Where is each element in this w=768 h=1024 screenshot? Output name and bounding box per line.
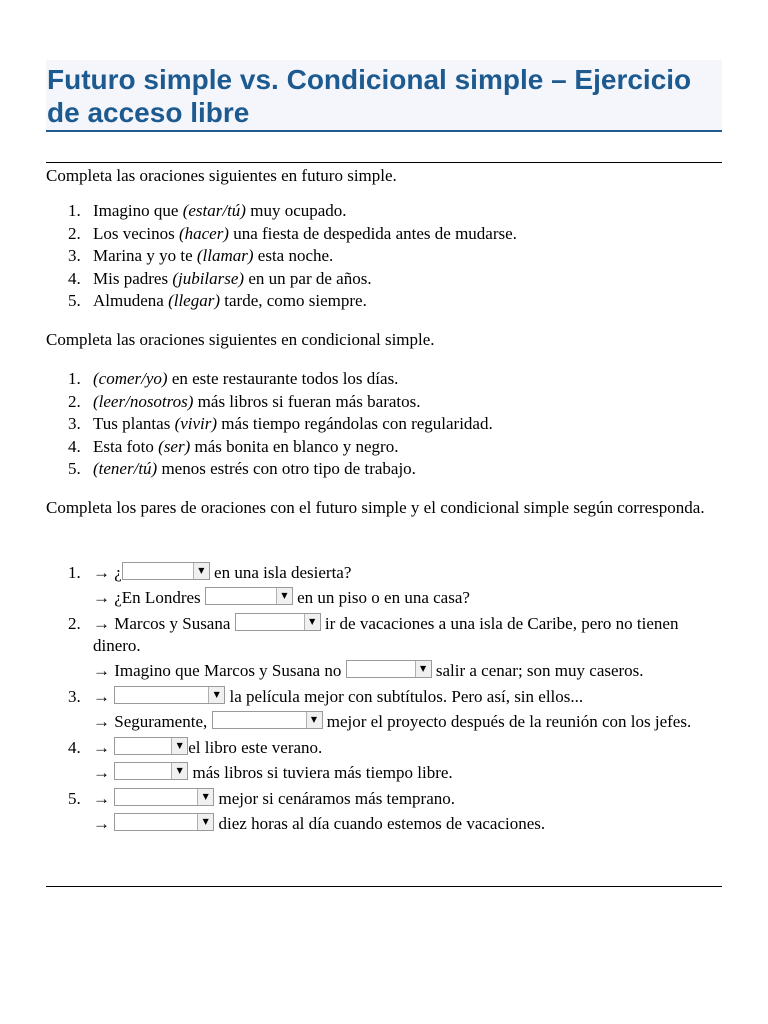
answer-dropdown[interactable] — [114, 737, 188, 755]
pairs-list — [46, 562, 722, 839]
chevron-down-icon: ▼ — [197, 789, 213, 805]
pair-line-b: → Seguramente, ▼ mejor el proyecto después de la reunión con los jefes. — [93, 712, 692, 731]
list-item: 4. → ▼ el libro este verano. → ▼ más libros si tuviera más tiempo libre. — [46, 737, 722, 784]
list-item: 4. Esta foto (ser) más bonita en blanco y negro. — [68, 436, 399, 456]
list-item: 1. (comer/yo) en este restaurante todos los días. — [68, 369, 399, 388]
instruction-pairs: Completa los pares de oraciones con el futuro simple y el condicional simple según corresponda. — [46, 498, 705, 517]
chevron-down-icon: ▼ — [171, 763, 187, 779]
list-item: 2. → Marcos y Susana ▼ ir de vacaciones a una isla de Caribe, pero no tienen dinero. → Imagino que Marcos y Susana no ▼ salir a cenar; son muy caseros. — [46, 613, 722, 682]
list-item: 5. (tener/tú) menos estrés con otro tipo de trabajo. — [68, 459, 416, 478]
chevron-down-icon: ▼ — [171, 738, 187, 754]
pair-line-a: → ▼ la película mejor con subtítulos. Pero así, sin ellos... — [93, 687, 584, 706]
answer-dropdown[interactable] — [114, 762, 188, 780]
list-item: 5. → ▼ mejor si cenáramos más temprano. → ▼ diez horas al día cuando estemos de vacaciones. — [46, 788, 722, 835]
list-item: 1. → ¿ ▼ en una isla desierta? → ¿En Londres ▼ en un piso o en una casa? — [46, 562, 722, 609]
chevron-down-icon: ▼ — [276, 588, 292, 604]
answer-dropdown[interactable] — [122, 562, 210, 580]
pair-line-b: → ¿En Londres ▼ en un piso o en una casa? — [93, 588, 470, 607]
pair-line-a: → ▼ mejor si cenáramos más temprano. — [93, 789, 456, 808]
chevron-down-icon: ▼ — [306, 712, 322, 728]
pair-line-b: → Imagino que Marcos y Susana no ▼ salir a cenar; son muy caseros. — [93, 661, 644, 680]
answer-dropdown[interactable] — [205, 587, 293, 605]
answer-dropdown[interactable] — [114, 813, 214, 831]
list-item: 4. Mis padres (jubilarse) en un par de años. — [68, 268, 372, 288]
condicional-list — [46, 368, 722, 481]
answer-dropdown[interactable] — [235, 613, 321, 631]
list-item: 2. (leer/nosotros) más libros si fueran más baratos. — [68, 391, 421, 411]
answer-dropdown[interactable] — [346, 660, 432, 678]
chevron-down-icon: ▼ — [197, 814, 213, 830]
list-item: 3. → ▼ la película mejor con subtítulos. Pero así, sin ellos... → Seguramente, ▼ mejor el proyecto después de la reunión con los jefes. — [46, 686, 722, 733]
answer-dropdown[interactable] — [212, 711, 323, 729]
list-item: 3. Tus plantas (vivir) más tiempo regándolas con regularidad. — [68, 414, 493, 433]
list-item: 3. Marina y yo te (llamar) esta noche. — [68, 246, 334, 265]
pair-line-b: → ▼ diez horas al día cuando estemos de vacaciones. — [93, 814, 546, 833]
pair-line-a: → ▼ el libro este verano. — [93, 738, 323, 757]
instruction-condicional: Completa las oraciones siguientes en condicional simple. — [46, 330, 435, 349]
title-box — [46, 60, 722, 132]
list-item: 1. Imagino que (estar/tú) muy ocupado. — [68, 201, 347, 220]
page-title: Futuro simple vs. Condicional simple – Ejercicio de acceso libre — [47, 64, 692, 128]
chevron-down-icon: ▼ — [415, 661, 431, 677]
answer-dropdown[interactable] — [114, 686, 225, 704]
instruction-futuro: Completa las oraciones siguientes en futuro simple. — [46, 166, 397, 185]
exercise-content — [46, 162, 722, 887]
chevron-down-icon: ▼ — [208, 687, 224, 703]
list-item: 2. Los vecinos (hacer) una fiesta de despedida antes de mudarse. — [68, 223, 517, 243]
chevron-down-icon: ▼ — [193, 563, 209, 579]
pair-line-a: → ¿ ▼ en una isla desierta? — [93, 563, 352, 582]
futuro-list — [46, 200, 722, 313]
chevron-down-icon: ▼ — [304, 614, 320, 630]
pair-line-b: → ▼ más libros si tuviera más tiempo libre. — [93, 763, 453, 782]
list-item: 5. Almudena (llegar) tarde, como siempre. — [68, 291, 367, 310]
pair-line-a: → Marcos y Susana ▼ ir de vacaciones a una isla de Caribe, pero no tienen dinero. — [93, 614, 679, 655]
answer-dropdown[interactable] — [114, 788, 214, 806]
